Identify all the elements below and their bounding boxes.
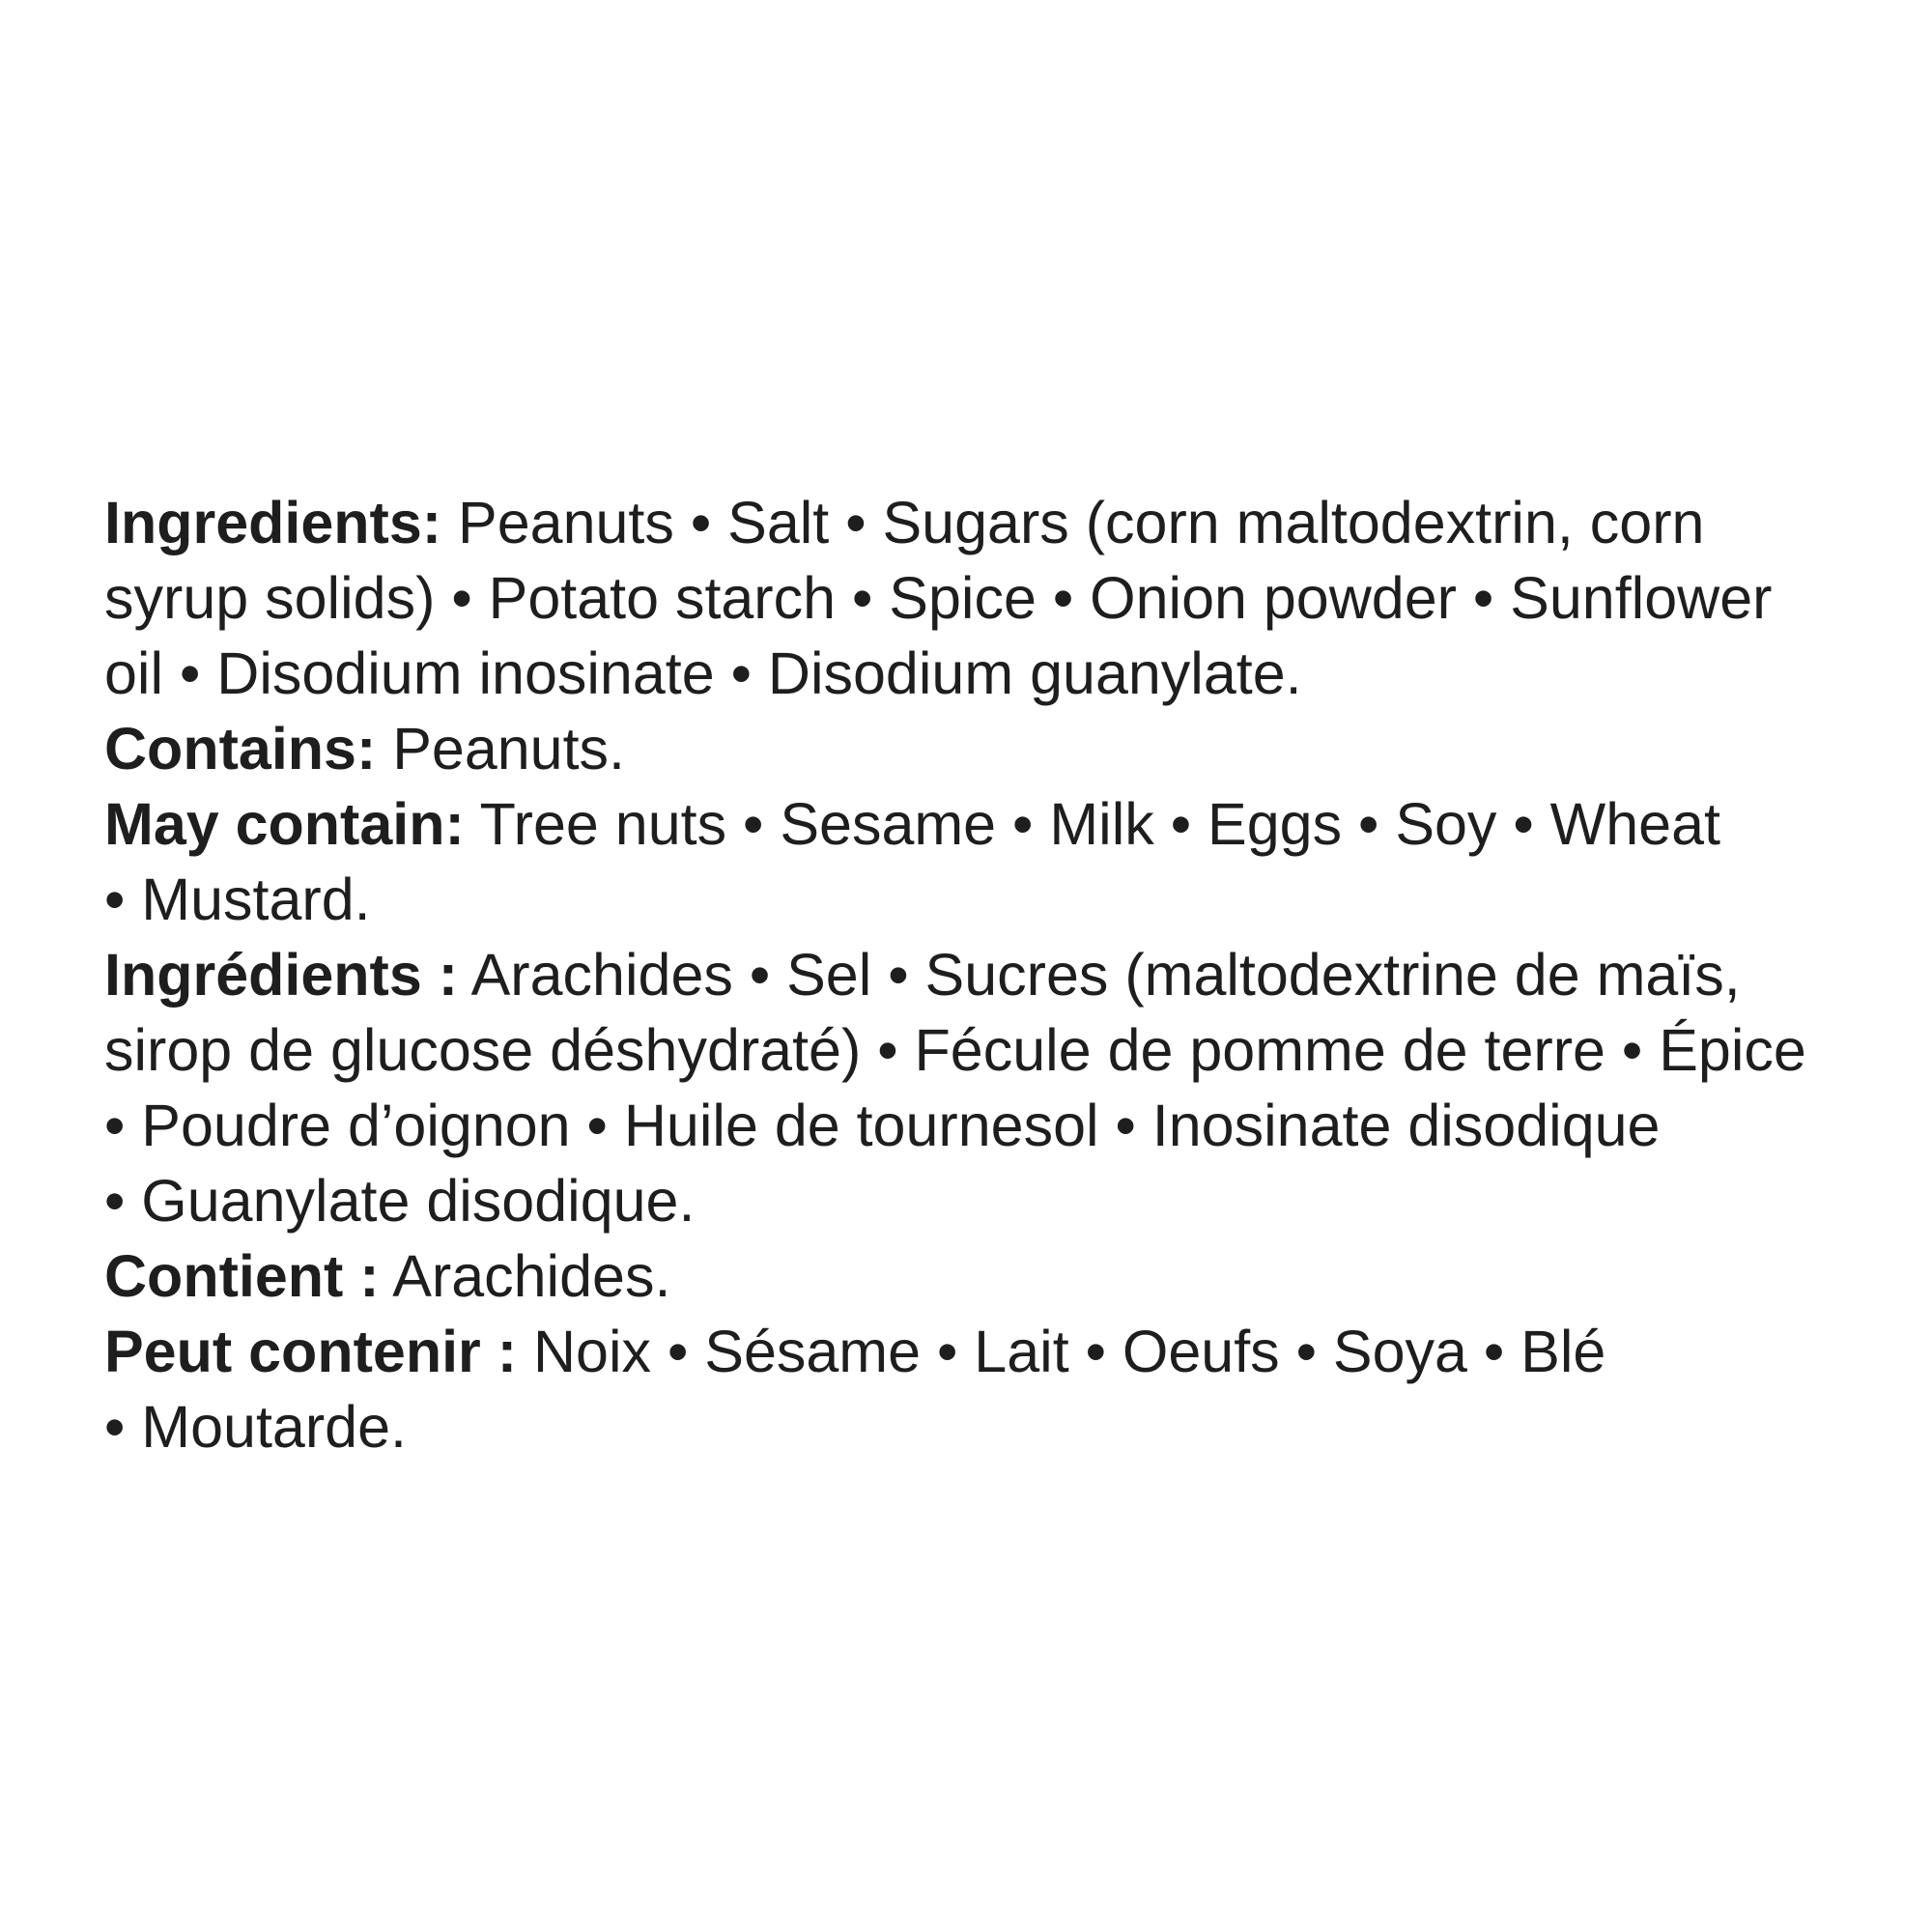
english-ingredients-text-1: Peanuts • Salt • Sugars (corn maltodextrin, corn bbox=[441, 490, 1705, 555]
english-contains-line-1 bbox=[104, 711, 1843, 786]
french-contains-text-1: Arachides. bbox=[379, 1243, 671, 1309]
french-contains-line-1 bbox=[104, 1238, 1843, 1314]
french-ingredients-line-2: sirop de glucose déshydraté) • Fécule de pomme de terre • Épice bbox=[104, 1017, 1806, 1083]
english-may-contain-line-1 bbox=[104, 786, 1843, 862]
french-may-contain-text-1: Noix • Sésame • Lait • Oeufs • Soya • Blé bbox=[517, 1319, 1606, 1384]
english-ingredients-line-2: syrup solids) • Potato starch • Spice • Onion powder • Sunflower bbox=[104, 565, 1773, 631]
english-may-contain-block bbox=[104, 786, 1843, 937]
english-ingredients-heading: Ingredients: bbox=[104, 490, 442, 555]
french-ingredients-block bbox=[104, 937, 1843, 1238]
french-ingredients-line-1 bbox=[104, 937, 1843, 1012]
english-contains-block bbox=[104, 711, 1843, 786]
french-ingredients-line-4: • Guanylate disodique. bbox=[104, 1168, 696, 1234]
french-may-contain-heading: Peut contenir : bbox=[104, 1319, 518, 1384]
english-contains-heading: Contains: bbox=[104, 716, 377, 781]
french-ingredients-heading: Ingrédients : bbox=[104, 942, 459, 1008]
english-contains-text-1: Peanuts. bbox=[376, 716, 625, 781]
english-ingredients-line-3: oil • Disodium inosinate • Disodium guanylate. bbox=[104, 640, 1302, 706]
english-may-contain-line-2: • Mustard. bbox=[104, 867, 371, 932]
english-may-contain-heading: May contain: bbox=[104, 791, 465, 857]
french-may-contain-line-2: • Moutarde. bbox=[104, 1394, 407, 1460]
ingredient-label bbox=[104, 485, 1843, 1464]
french-ingredients-line-3: • Poudre d’oignon • Huile de tournesol • Inosinate disodique bbox=[104, 1093, 1661, 1158]
english-ingredients-block bbox=[104, 485, 1843, 711]
french-contains-block bbox=[104, 1238, 1843, 1314]
french-ingredients-text-1: Arachides • Sel • Sucres (maltodextrine de maïs, bbox=[458, 942, 1741, 1008]
french-contains-heading: Contient : bbox=[104, 1243, 380, 1309]
french-may-contain-line-1 bbox=[104, 1314, 1843, 1389]
english-ingredients-line-1 bbox=[104, 485, 1843, 560]
french-may-contain-block bbox=[104, 1314, 1843, 1464]
english-may-contain-text-1: Tree nuts • Sesame • Milk • Eggs • Soy • Wheat bbox=[464, 791, 1720, 857]
